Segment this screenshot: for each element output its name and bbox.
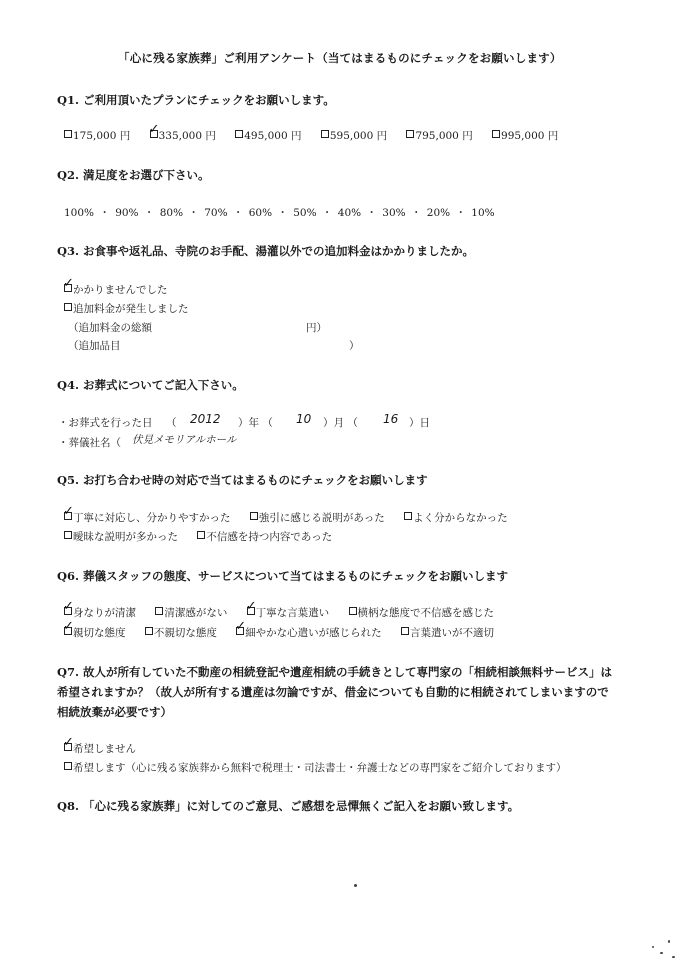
- checkbox[interactable]: [64, 303, 72, 311]
- q4-paren-open-year: （: [166, 417, 177, 429]
- option-label: 175,000 円: [73, 130, 131, 142]
- q5-options-row1: [64, 510, 524, 525]
- checkbox-checked[interactable]: [247, 607, 255, 615]
- q6-option-unclean[interactable]: [155, 607, 227, 619]
- q7-option-no[interactable]: [64, 741, 136, 756]
- checkbox-checked[interactable]: [64, 743, 72, 751]
- q6-option-attentive[interactable]: [236, 627, 382, 639]
- q7-question-line2: 希望されますか？（故人が所有する遺産は勿論ですが、借金についても自動的に相続されてしまいますので: [57, 685, 609, 699]
- q6-option-unkind[interactable]: [145, 627, 217, 639]
- option-label: 追加料金が発生しました: [73, 303, 189, 315]
- option-label: 丁寧な言葉遣い: [255, 607, 330, 619]
- q3-items-label: （追加品目: [68, 340, 121, 352]
- option-label: 言葉遣いが不適切: [410, 627, 495, 639]
- q4-year-value[interactable]: 2012: [190, 412, 221, 426]
- checkbox-checked[interactable]: [150, 130, 158, 138]
- checkbox[interactable]: [197, 531, 205, 539]
- checkbox[interactable]: [145, 627, 153, 635]
- q6-option-improper-speech[interactable]: [401, 627, 494, 639]
- checkbox[interactable]: [404, 512, 412, 520]
- option-label: 335,000 円: [158, 130, 216, 142]
- q7-option-yes[interactable]: [64, 760, 567, 775]
- checkbox-checked[interactable]: [64, 284, 72, 292]
- option-label: よく分からなかった: [413, 512, 508, 524]
- checkbox-checked[interactable]: [64, 607, 72, 615]
- q1-question: Q1. ご利用頂いたプランにチェックをお願いします。: [57, 93, 335, 107]
- survey-title: 「心に残る家族葬」ご利用アンケート（当てはまるものにチェックをお願いします）: [118, 51, 562, 65]
- option-label: 横柄な態度で不信感を感じた: [357, 607, 495, 619]
- option-label: 曖昧な説明が多かった: [73, 531, 178, 543]
- q1-option-335000[interactable]: [150, 130, 216, 142]
- option-label: 身なりが清潔: [73, 607, 136, 619]
- q6-options-row1: [64, 605, 510, 620]
- q4-day-unit: ）日: [409, 417, 430, 429]
- option-label: 795,000 円: [415, 130, 473, 142]
- option-label: 不信感を持つ内容であった: [206, 531, 333, 543]
- q6-option-arrogant[interactable]: [349, 607, 495, 619]
- q1-option-175000[interactable]: [64, 130, 130, 142]
- checkbox-checked[interactable]: [64, 512, 72, 520]
- q4-question: Q4. お葬式についてご記入下さい。: [57, 378, 244, 392]
- q4-month-unit: ）月 （: [323, 417, 358, 429]
- q4-company-value[interactable]: 伏見メモリアルホール: [132, 434, 237, 446]
- q4-day-value[interactable]: 16: [383, 412, 399, 426]
- q2-satisfaction-scale[interactable]: 100% ・ 90% ・ 80% ・ 70% ・ 60% ・ 50% ・ 40% ・ 30% ・ 20% ・ 10%: [64, 207, 495, 219]
- option-label: 995,000 円: [501, 130, 559, 142]
- option-label: 細やかな心遣いが感じられた: [245, 627, 382, 639]
- q5-option-unclear[interactable]: [404, 512, 508, 524]
- q6-option-kind[interactable]: [64, 627, 126, 639]
- checkbox[interactable]: [64, 762, 72, 770]
- scan-speck: [652, 946, 654, 948]
- q1-options: [64, 128, 574, 143]
- q4-month-value[interactable]: 10: [296, 412, 312, 426]
- checkbox[interactable]: [235, 130, 243, 138]
- option-label: 親切な態度: [73, 627, 126, 639]
- scan-speck: [354, 884, 357, 887]
- checkbox-checked[interactable]: [64, 627, 72, 635]
- option-label: 595,000 円: [329, 130, 388, 142]
- q4-year-unit: ）年 （: [238, 417, 273, 429]
- option-label: 不親切な態度: [153, 627, 217, 639]
- q1-option-495000[interactable]: [235, 130, 301, 142]
- q7-question-line3: 相続放棄が必要です）: [57, 705, 172, 719]
- option-label: 強引に感じる説明があった: [258, 512, 385, 524]
- checkbox-checked[interactable]: [236, 627, 244, 635]
- q5-option-vague[interactable]: [64, 531, 178, 543]
- checkbox[interactable]: [250, 512, 258, 520]
- scan-speck: [672, 956, 675, 958]
- q4-date-label: ・お葬式を行った日: [58, 417, 153, 429]
- q4-company-label: ・葬儀社名（: [58, 437, 121, 449]
- checkbox[interactable]: [155, 607, 163, 615]
- option-label: 希望します（心に残る家族葬から無料で税理士・司法書士・弁護士などの専門家をご紹介しております）: [73, 762, 567, 774]
- scan-speck: [660, 952, 663, 954]
- q1-option-795000[interactable]: [406, 130, 472, 142]
- q6-options-row2: [64, 625, 510, 640]
- year-unit: 年: [248, 417, 259, 429]
- checkbox[interactable]: [492, 130, 500, 138]
- q8-comment-area[interactable]: [57, 822, 627, 932]
- q3-items-close: ）: [349, 340, 360, 352]
- q3-option-no-extra[interactable]: [64, 282, 168, 297]
- q6-option-clean[interactable]: [64, 607, 136, 619]
- option-label: 495,000 円: [244, 130, 302, 142]
- checkbox[interactable]: [64, 531, 72, 539]
- q5-options-row2: [64, 529, 348, 544]
- q7-question-line1: Q7. 故人が所有していた不動産の相続登記や遺産相続の手続きとして専門家の「相続相談無料サービス」は: [57, 665, 613, 679]
- checkbox[interactable]: [64, 130, 72, 138]
- option-label: 希望しません: [73, 743, 136, 755]
- option-label: 丁寧に対応し、分かりやすかった: [73, 512, 231, 524]
- q6-option-polite-speech[interactable]: [247, 607, 330, 619]
- q6-question: Q6. 葬儀スタッフの態度、サービスについて当てはまるものにチェックをお願いします: [57, 569, 508, 583]
- checkbox[interactable]: [349, 607, 357, 615]
- month-unit: 月: [333, 417, 344, 429]
- q5-question: Q5. お打ち合わせ時の対応で当てはまるものにチェックをお願いします: [57, 473, 428, 487]
- q3-amount-label: （追加料金の総額: [68, 322, 152, 334]
- option-label: かかりませんでした: [73, 284, 168, 296]
- q5-option-pushy[interactable]: [250, 512, 385, 524]
- q1-option-595000[interactable]: [321, 130, 387, 142]
- q3-option-extra[interactable]: [64, 301, 189, 316]
- scan-speck: [668, 940, 670, 943]
- q2-question: Q2. 満足度をお選び下さい。: [57, 168, 210, 182]
- q1-option-995000[interactable]: [492, 130, 558, 142]
- checkbox[interactable]: [406, 130, 414, 138]
- checkbox[interactable]: [401, 627, 409, 635]
- q5-option-distrust[interactable]: [197, 531, 332, 543]
- q3-amount-unit: 円）: [306, 322, 327, 334]
- option-label: 清潔感がない: [164, 607, 228, 619]
- q5-option-polite[interactable]: [64, 512, 231, 524]
- checkbox[interactable]: [321, 130, 329, 138]
- q8-question: Q8. 「心に残る家族葬」に対してのご意見、ご感想を忌憚無くご記入をお願い致します。: [57, 799, 520, 813]
- q3-question: Q3. お食事や返礼品、寺院のお手配、湯灌以外での追加料金はかかりましたか。: [57, 244, 475, 258]
- day-unit: 日: [419, 417, 430, 429]
